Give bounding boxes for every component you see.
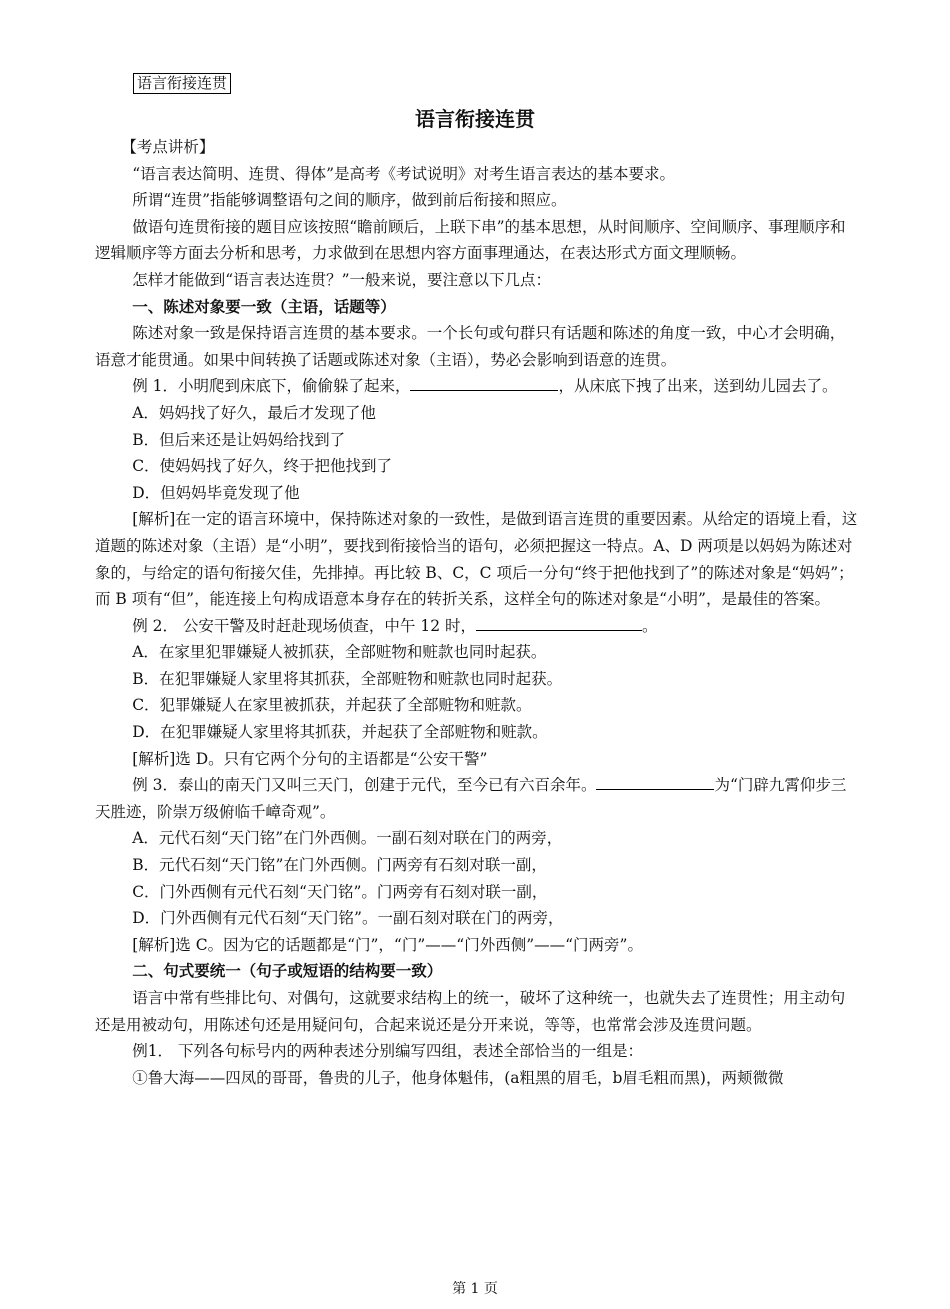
analysis: [解析]在一定的语言环境中，保持陈述对象的一致性，是做到语言连贯的重要因素。从给定的语境上看，这道题的陈述对象（主语）是“小明”，要找到衔接恰当的语句，必须把握这一特点。A、D 两项是以妈妈为陈述对象的，与给定的语句衔接欠佳，先排掉。再比较 B、C，C 项后一分句“终于把他找到了”的陈述对象是“妈妈”；而 B 项有“但”，能连接上句构成语意本身存在的转折关系，这样全句的陈述对象是“小明”，是最佳的答案。 — [95, 510, 858, 609]
option: D．但妈妈毕竟发现了他 — [132, 483, 300, 502]
analysis: [解析]选 C。因为它的话题都是“门”，“门”——“门外西侧”——“门两旁”。 — [132, 935, 643, 954]
header-tag: 语言衔接连贯 — [133, 73, 231, 94]
section-heading-1: 一、陈述对象要一致（主语，话题等） — [132, 297, 396, 316]
example-1-question — [95, 373, 860, 400]
intro-paragraph: “语言表达简明、连贯、得体”是高考《考试说明》对考生语言表达的基本要求。 — [132, 164, 676, 183]
option: A．元代石刻“天门铭”在门外西侧。一副石刻对联在门的两旁， — [132, 829, 563, 848]
answer-blank — [410, 374, 558, 391]
intro-paragraph: 所谓“连贯”指能够调整语句之间的顺序，做到前后衔接和照应。 — [132, 191, 567, 210]
answer-blank — [476, 614, 642, 631]
intro-paragraph: 怎样才能做到“语言表达连贯？”一般来说，要注意以下几点： — [132, 270, 552, 289]
question-text: 例 2． 公安干警及时赶赴现场侦查，中午 12 时， — [132, 616, 476, 635]
example-4-item: ①鲁大海——四凤的哥哥，鲁贵的儿子，他身体魁伟，(a粗黑的眉毛，b眉毛粗而黑)，两颊微微 — [132, 1068, 784, 1087]
option: B．在犯罪嫌疑人家里将其抓获，全部赃物和赃款也同时起获。 — [132, 669, 563, 688]
example-2-question — [95, 613, 860, 640]
section-label: 【考点讲析】 — [121, 138, 215, 156]
section-heading-2: 二、句式要统一（句子或短语的结构要一致） — [132, 962, 443, 981]
option: B．元代石刻“天门铭”在门外西侧。门两旁有石刻对联一副， — [132, 856, 547, 875]
option: C．使妈妈找了好久，终于把他找到了 — [132, 457, 393, 476]
question-text: 例 3．泰山的南天门又叫三天门，创建于元代，至今已有六百余年。 — [132, 776, 597, 795]
question-text: ，从床底下拽了出来，送到幼儿园去了。 — [558, 377, 838, 396]
page-number: 第 1 页 — [452, 1281, 498, 1297]
answer-blank — [596, 773, 714, 790]
example-3-question — [95, 772, 860, 825]
option: B．但后来还是让妈妈给找到了 — [132, 430, 346, 449]
question-text: 为“门辟九霄仰步三天胜迹，阶崇万级俯临千嶂奇观”。 — [95, 776, 847, 821]
analysis: [解析]选 D。只有它两个分句的主语都是“公安干警” — [132, 749, 488, 768]
option: A．妈妈找了好久，最后才发现了他 — [132, 403, 376, 422]
example-4-question: 例1． 下列各句标号内的两种表述分别编写四组，表述全部恰当的一组是： — [132, 1042, 643, 1061]
document-body — [95, 134, 860, 1091]
page-title: 语言衔接连贯 — [415, 107, 535, 131]
option: C．门外西侧有元代石刻“天门铭”。门两旁有石刻对联一副， — [132, 882, 548, 901]
option: A．在家里犯罪嫌疑人被抓获，全部赃物和赃款也同时起获。 — [132, 643, 547, 662]
option: D．在犯罪嫌疑人家里将其抓获，并起获了全部赃物和赃款。 — [132, 723, 548, 742]
paragraph: 陈述对象一致是保持语言连贯的基本要求。一个长句或句群只有话题和陈述的角度一致，中心才会明确，语意才能贯通。如果中间转换了话题或陈述对象（主语），势必会影响到语意的连贯。 — [95, 324, 846, 369]
paragraph: 语言中常有些排比句、对偶句，这就要求结构上的统一，破坏了这种统一，也就失去了连贯性；用主动句还是用被动句，用陈述句还是用疑问句，合起来说还是分开来说，等等，也常常会涉及连贯问题。 — [95, 989, 846, 1034]
question-text: 。 — [641, 616, 658, 635]
option: C．犯罪嫌疑人在家里被抓获，并起获了全部赃物和赃款。 — [132, 696, 532, 715]
intro-paragraph: 做语句连贯衔接的题目应该按照“瞻前顾后，上联下串”的基本思想，从时间顺序、空间顺序、事理顺序和逻辑顺序等方面去分析和思考，力求做到在思想内容方面事理通达，在表达形式方面文理顺畅。 — [95, 217, 846, 263]
question-text: 例 1．小明爬到床底下，偷偷躲了起来， — [132, 377, 411, 396]
option: D．门外西侧有元代石刻“天门铭”。一副石刻对联在门的两旁， — [132, 909, 564, 928]
